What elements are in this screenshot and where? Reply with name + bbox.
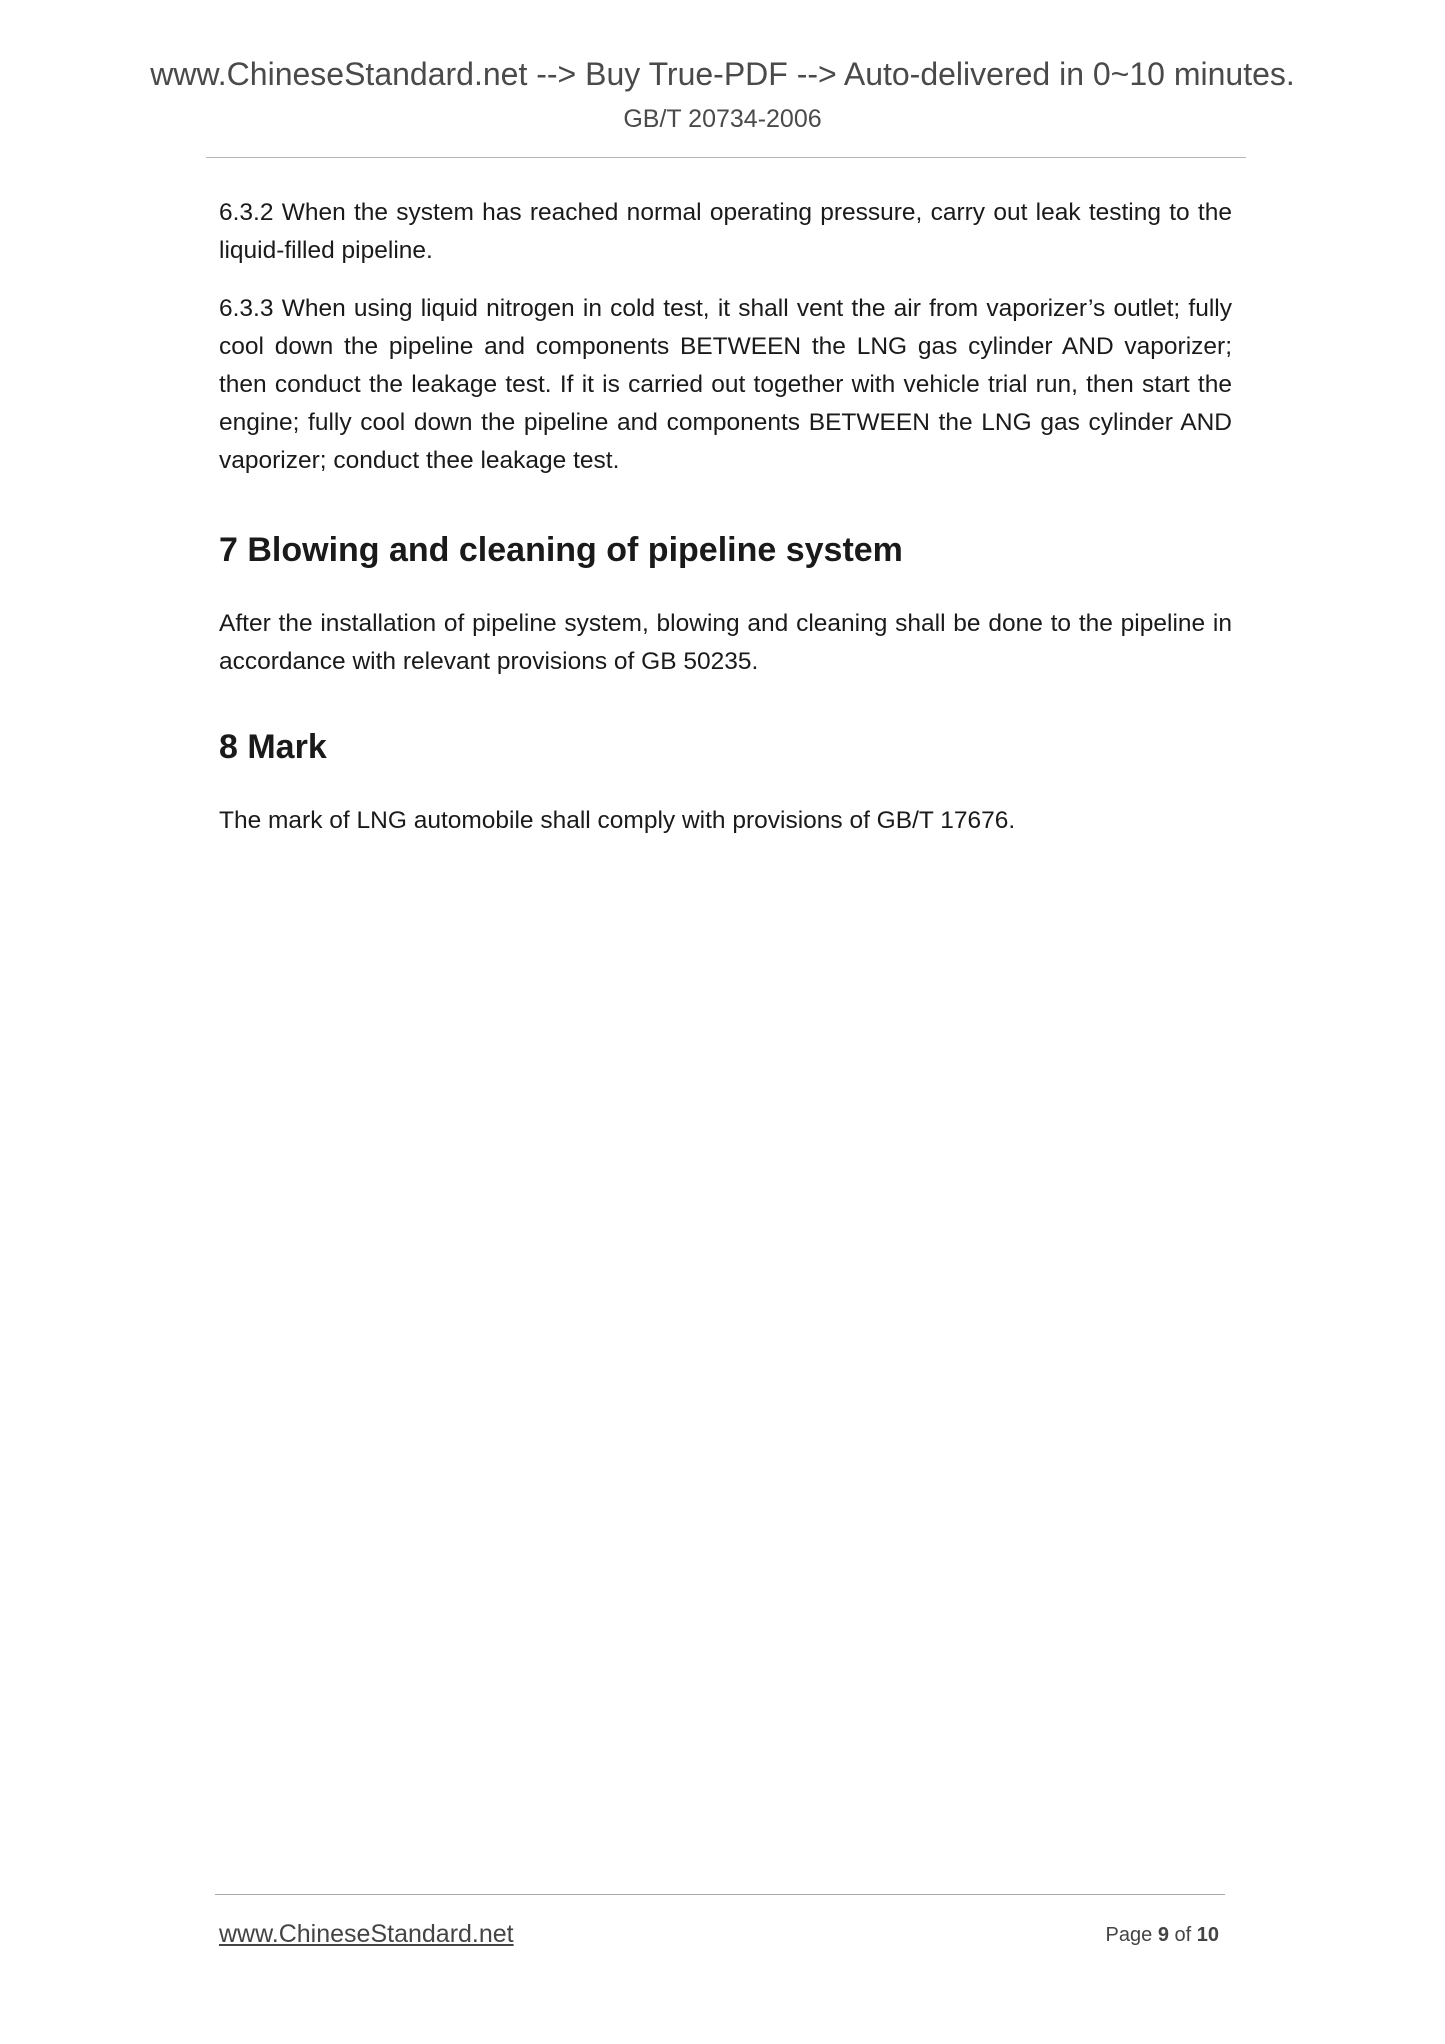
page-header bbox=[0, 54, 1445, 135]
clause-6-3-2: 6.3.2 When the system has reached normal operating pressure, carry out leak testing to the liquid-filled pipeline. bbox=[219, 199, 1232, 264]
page-of: of bbox=[1174, 1924, 1192, 1946]
section-8-heading: 8 Mark bbox=[219, 728, 327, 766]
footer-site-link[interactable]: www.ChineseStandard.net bbox=[219, 1920, 514, 1948]
section-7-text: After the installation of pipeline system, blowing and cleaning shall be done to the pipeline in accordance with relevant provisions of GB 50235. bbox=[219, 610, 1232, 675]
header-divider bbox=[206, 157, 1246, 158]
clause-6-3-3: 6.3.3 When using liquid nitrogen in cold test, it shall vent the air from vaporizer’s outlet; fully cool down the pipeline and components BETWEEN the LNG gas cylinder AND vaporizer; then conduct the leakage test. If it is carried out together with vehicle trial run, then start the engine; fully cool down the pipeline and components BETWEEN the LNG gas cylinder AND vaporizer; conduct thee leakage test. bbox=[219, 295, 1232, 474]
section-8-text: The mark of LNG automobile shall comply with provisions of GB/T 17676. bbox=[219, 807, 1016, 834]
page-label: Page bbox=[1105, 1924, 1153, 1946]
standard-code: GB/T 20734-2006 bbox=[623, 105, 822, 133]
section-7-heading: 7 Blowing and cleaning of pipeline system bbox=[219, 531, 903, 569]
page-total: 10 bbox=[1196, 1924, 1219, 1946]
page-current: 9 bbox=[1157, 1924, 1169, 1946]
header-banner: www.ChineseStandard.net --> Buy True-PDF --> Auto-delivered in 0~10 minutes. bbox=[150, 56, 1295, 92]
document-body bbox=[219, 194, 1232, 860]
footer-divider bbox=[215, 1894, 1225, 1895]
page-number bbox=[1106, 1921, 1219, 1949]
